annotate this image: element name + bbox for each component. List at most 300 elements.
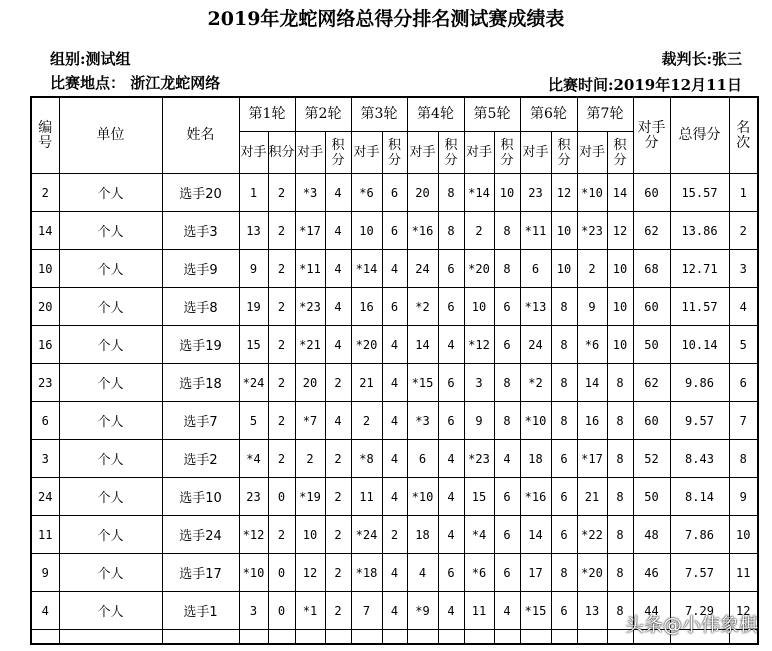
cell-opponent: *17 — [577, 440, 607, 478]
cell-name: 选手8 — [162, 288, 239, 326]
cell-score: 2 — [268, 364, 295, 402]
cell-opponent: *21 — [295, 326, 325, 364]
cell-name: 选手20 — [162, 174, 239, 212]
cell-opponent: *10 — [239, 554, 268, 592]
cell-total: 8.43 — [670, 440, 729, 478]
cell-score: 10 — [607, 288, 633, 326]
table-row — [31, 364, 758, 402]
cell-rank: 4 — [729, 288, 758, 326]
cell-score: 6 — [438, 554, 464, 592]
cell-name: 选手3 — [162, 212, 239, 250]
header-opponent: 对手 — [295, 132, 325, 174]
cell-opponent: 10 — [295, 516, 325, 554]
cell-unit: 个人 — [59, 250, 162, 288]
cell-rank: 9 — [729, 478, 758, 516]
cell-score: 4 — [382, 592, 407, 630]
cell-opponent: 2 — [577, 250, 607, 288]
cell-no: 3 — [31, 440, 59, 478]
cell-score: 8 — [607, 554, 633, 592]
cell-opponent: 9 — [239, 250, 268, 288]
cell-opponent: *16 — [407, 212, 438, 250]
header-total: 总得分 — [670, 97, 729, 174]
cell-opponent: *8 — [351, 440, 382, 478]
cell-score: 8 — [494, 212, 520, 250]
cell-score: 4 — [438, 440, 464, 478]
cell-score: 8 — [607, 516, 633, 554]
cell-score: 10 — [607, 250, 633, 288]
cell-unit: 个人 — [59, 402, 162, 440]
cell-score: 6 — [494, 288, 520, 326]
cell-score: 4 — [438, 592, 464, 630]
cell-opponent: *23 — [577, 212, 607, 250]
cell-opponent: *15 — [520, 592, 551, 630]
empty-cell — [325, 630, 351, 645]
empty-cell — [239, 630, 268, 645]
cell-unit: 个人 — [59, 288, 162, 326]
header-score: 积分 — [438, 132, 464, 174]
cell-opponent: *11 — [520, 212, 551, 250]
empty-cell — [438, 630, 464, 645]
cell-unit: 个人 — [59, 478, 162, 516]
cell-score: 6 — [494, 516, 520, 554]
cell-opponent: 21 — [351, 364, 382, 402]
cell-rank: 1 — [729, 174, 758, 212]
cell-opponent: *15 — [407, 364, 438, 402]
cell-score: 8 — [607, 592, 633, 630]
cell-name: 选手1 — [162, 592, 239, 630]
cell-score: 4 — [382, 250, 407, 288]
cell-opponent: 20 — [295, 364, 325, 402]
venue-label: 比赛地点： 浙江龙蛇网络 — [50, 74, 221, 92]
header-round: 第7轮 — [577, 97, 633, 132]
cell-unit: 个人 — [59, 554, 162, 592]
header-opponent: 对手 — [464, 132, 494, 174]
cell-name: 选手24 — [162, 516, 239, 554]
cell-opponent: *24 — [239, 364, 268, 402]
header-row — [31, 97, 758, 132]
cell-score: 2 — [325, 440, 351, 478]
cell-rank: 2 — [729, 212, 758, 250]
cell-no: 24 — [31, 478, 59, 516]
cell-no: 9 — [31, 554, 59, 592]
cell-score: 2 — [268, 212, 295, 250]
cell-opponent: 9 — [464, 402, 494, 440]
cell-opponent: 23 — [239, 478, 268, 516]
cell-score: 6 — [551, 478, 577, 516]
watermark: 头条@小伟象棋 — [624, 614, 758, 636]
cell-score: 4 — [325, 250, 351, 288]
time-label: 比赛时间:2019年12月11日 — [547, 76, 742, 94]
cell-no: 23 — [31, 364, 59, 402]
cell-opponent: 6 — [407, 440, 438, 478]
cell-no: 11 — [31, 516, 59, 554]
cell-opponent: 17 — [520, 554, 551, 592]
table-row — [31, 326, 758, 364]
cell-score: 2 — [268, 250, 295, 288]
cell-rank: 6 — [729, 364, 758, 402]
table-row — [31, 440, 758, 478]
header-round: 第4轮 — [407, 97, 464, 132]
header-round: 第3轮 — [351, 97, 407, 132]
cell-opponent: *11 — [295, 250, 325, 288]
empty-cell — [494, 630, 520, 645]
cell-opponent: 10 — [464, 288, 494, 326]
cell-rank: 10 — [729, 516, 758, 554]
header-opponent: 对手 — [239, 132, 268, 174]
empty-cell — [577, 630, 607, 645]
header-score: 积分 — [494, 132, 520, 174]
cell-opponent: 6 — [520, 250, 551, 288]
header-opponent: 对手 — [407, 132, 438, 174]
cell-opponent: 2 — [295, 440, 325, 478]
cell-rank: 5 — [729, 326, 758, 364]
cell-score: 8 — [438, 212, 464, 250]
cell-score: 6 — [551, 440, 577, 478]
cell-score: 8 — [551, 402, 577, 440]
empty-cell — [162, 630, 239, 645]
cell-opponent: 16 — [351, 288, 382, 326]
cell-rank: 3 — [729, 250, 758, 288]
cell-score: 6 — [494, 478, 520, 516]
cell-opponent: 13 — [577, 592, 607, 630]
cell-score: 6 — [382, 212, 407, 250]
cell-score: 2 — [325, 478, 351, 516]
table-row — [31, 516, 758, 554]
cell-opponent: 14 — [577, 364, 607, 402]
cell-score: 8 — [607, 440, 633, 478]
cell-score: 4 — [325, 174, 351, 212]
cell-opponent: 4 — [407, 554, 438, 592]
cell-total: 9.86 — [670, 364, 729, 402]
cell-opponent-score: 46 — [633, 554, 670, 592]
header-no: 编号 — [31, 97, 59, 174]
header-opponent: 对手 — [577, 132, 607, 174]
header-score: 积分 — [551, 132, 577, 174]
cell-opponent: 15 — [464, 478, 494, 516]
cell-total: 10.14 — [670, 326, 729, 364]
cell-opponent: 1 — [239, 174, 268, 212]
cell-score: 2 — [325, 364, 351, 402]
cell-opponent: 19 — [239, 288, 268, 326]
header-round: 第1轮 — [239, 97, 295, 132]
cell-opponent-score: 60 — [633, 174, 670, 212]
cell-score: 4 — [325, 326, 351, 364]
cell-opponent: *3 — [295, 174, 325, 212]
cell-opponent-score: 44 — [633, 592, 670, 630]
cell-score: 8 — [551, 554, 577, 592]
empty-cell — [382, 630, 407, 645]
referee-label: 裁判长:张三 — [661, 50, 742, 68]
cell-score: 2 — [325, 592, 351, 630]
cell-score: 4 — [382, 554, 407, 592]
cell-name: 选手7 — [162, 402, 239, 440]
cell-score: 4 — [382, 402, 407, 440]
cell-opponent: *23 — [464, 440, 494, 478]
cell-score: 8 — [607, 478, 633, 516]
cell-opponent-score: 52 — [633, 440, 670, 478]
cell-score: 6 — [438, 402, 464, 440]
cell-unit: 个人 — [59, 364, 162, 402]
cell-score: 8 — [494, 402, 520, 440]
cell-opponent: 11 — [351, 478, 382, 516]
cell-score: 12 — [607, 212, 633, 250]
cell-opponent-score: 60 — [633, 402, 670, 440]
cell-opponent: *14 — [464, 174, 494, 212]
cell-no: 16 — [31, 326, 59, 364]
table-row — [31, 478, 758, 516]
cell-opponent: 11 — [464, 592, 494, 630]
cell-opponent: *16 — [520, 478, 551, 516]
table-row — [31, 174, 758, 212]
cell-opponent: 5 — [239, 402, 268, 440]
cell-opponent-score: 62 — [633, 212, 670, 250]
empty-cell — [268, 630, 295, 645]
cell-score: 2 — [268, 174, 295, 212]
empty-cell — [59, 630, 162, 645]
cell-opponent: *2 — [520, 364, 551, 402]
cell-opponent: *6 — [351, 174, 382, 212]
cell-opponent: *20 — [464, 250, 494, 288]
cell-unit: 个人 — [59, 440, 162, 478]
empty-cell — [551, 630, 577, 645]
empty-cell — [407, 630, 438, 645]
cell-opponent: *2 — [407, 288, 438, 326]
header-score: 积分 — [607, 132, 633, 174]
table-row — [31, 554, 758, 592]
cell-no: 2 — [31, 174, 59, 212]
header-score: 积分 — [268, 132, 295, 174]
cell-unit: 个人 — [59, 592, 162, 630]
cell-score: 0 — [268, 478, 295, 516]
table-row — [31, 250, 758, 288]
cell-opponent-score: 60 — [633, 288, 670, 326]
header-round: 第5轮 — [464, 97, 520, 132]
cell-opponent: *3 — [407, 402, 438, 440]
cell-opponent: *4 — [464, 516, 494, 554]
cell-score: 8 — [438, 174, 464, 212]
cell-opponent: 24 — [520, 326, 551, 364]
cell-opponent: 7 — [351, 592, 382, 630]
cell-opponent: *12 — [464, 326, 494, 364]
cell-score: 12 — [551, 174, 577, 212]
cell-score: 6 — [494, 326, 520, 364]
cell-score: 4 — [382, 326, 407, 364]
cell-score: 10 — [494, 174, 520, 212]
cell-total: 11.57 — [670, 288, 729, 326]
cell-score: 6 — [382, 174, 407, 212]
cell-unit: 个人 — [59, 212, 162, 250]
cell-unit: 个人 — [59, 174, 162, 212]
cell-opponent: *4 — [239, 440, 268, 478]
cell-opponent: 14 — [407, 326, 438, 364]
results-table — [30, 96, 759, 645]
cell-opponent: 3 — [464, 364, 494, 402]
cell-opponent: 18 — [520, 440, 551, 478]
cell-score: 2 — [268, 326, 295, 364]
table-row — [31, 288, 758, 326]
cell-no: 4 — [31, 592, 59, 630]
empty-cell — [520, 630, 551, 645]
cell-score: 2 — [382, 516, 407, 554]
cell-total: 7.86 — [670, 516, 729, 554]
cell-score: 2 — [268, 288, 295, 326]
cell-opponent-score: 50 — [633, 326, 670, 364]
cell-opponent: 2 — [464, 212, 494, 250]
empty-cell — [31, 630, 59, 645]
cell-no: 10 — [31, 250, 59, 288]
cell-opponent: *6 — [577, 326, 607, 364]
cell-total: 9.57 — [670, 402, 729, 440]
empty-cell — [295, 630, 325, 645]
cell-opponent: *22 — [577, 516, 607, 554]
cell-opponent: 2 — [351, 402, 382, 440]
table-row — [31, 402, 758, 440]
cell-score: 6 — [438, 250, 464, 288]
cell-opponent: 21 — [577, 478, 607, 516]
cell-opponent: 14 — [520, 516, 551, 554]
cell-score: 2 — [268, 402, 295, 440]
cell-rank: 7 — [729, 402, 758, 440]
cell-score: 6 — [551, 516, 577, 554]
cell-no: 6 — [31, 402, 59, 440]
cell-score: 8 — [551, 364, 577, 402]
cell-opponent: *17 — [295, 212, 325, 250]
cell-score: 8 — [607, 364, 633, 402]
table-row — [31, 212, 758, 250]
cell-opponent: 16 — [577, 402, 607, 440]
cell-opponent: *10 — [407, 478, 438, 516]
cell-score: 8 — [494, 250, 520, 288]
cell-opponent: *10 — [520, 402, 551, 440]
cell-opponent: 13 — [239, 212, 268, 250]
cell-score: 10 — [607, 326, 633, 364]
header-score: 积分 — [325, 132, 351, 174]
cell-opponent: *14 — [351, 250, 382, 288]
empty-cell — [464, 630, 494, 645]
cell-opponent: *18 — [351, 554, 382, 592]
cell-score: 8 — [551, 288, 577, 326]
cell-score: 8 — [551, 326, 577, 364]
cell-score: 10 — [551, 250, 577, 288]
cell-name: 选手18 — [162, 364, 239, 402]
cell-score: 0 — [268, 554, 295, 592]
cell-opponent-score: 48 — [633, 516, 670, 554]
cell-opponent: 12 — [295, 554, 325, 592]
cell-name: 选手2 — [162, 440, 239, 478]
cell-opponent: *13 — [520, 288, 551, 326]
cell-unit: 个人 — [59, 516, 162, 554]
cell-score: 4 — [494, 440, 520, 478]
cell-name: 选手10 — [162, 478, 239, 516]
cell-opponent-score: 62 — [633, 364, 670, 402]
cell-score: 4 — [382, 364, 407, 402]
cell-total: 12.71 — [670, 250, 729, 288]
cell-score: 4 — [382, 440, 407, 478]
cell-opponent-score: 50 — [633, 478, 670, 516]
cell-score: 2 — [268, 516, 295, 554]
cell-opponent: *6 — [464, 554, 494, 592]
cell-total: 7.57 — [670, 554, 729, 592]
header-rank: 名次 — [729, 97, 758, 174]
page-title: 2019年龙蛇网络总得分排名测试赛成绩表 — [207, 8, 565, 30]
cell-rank: 11 — [729, 554, 758, 592]
cell-score: 4 — [325, 212, 351, 250]
cell-score: 14 — [607, 174, 633, 212]
cell-score: 6 — [494, 554, 520, 592]
cell-no: 14 — [31, 212, 59, 250]
cell-total: 8.14 — [670, 478, 729, 516]
header-unit: 单位 — [59, 97, 162, 174]
header-opponent: 对手 — [351, 132, 382, 174]
cell-score: 0 — [268, 592, 295, 630]
cell-rank: 12 — [729, 592, 758, 630]
cell-opponent: 24 — [407, 250, 438, 288]
cell-opponent: *20 — [351, 326, 382, 364]
cell-score: 10 — [551, 212, 577, 250]
cell-score: 8 — [607, 402, 633, 440]
cell-opponent: 9 — [577, 288, 607, 326]
cell-score: 4 — [438, 326, 464, 364]
cell-name: 选手17 — [162, 554, 239, 592]
cell-score: 6 — [438, 364, 464, 402]
cell-score: 2 — [268, 440, 295, 478]
cell-score: 4 — [382, 478, 407, 516]
cell-rank: 8 — [729, 440, 758, 478]
cell-score: 6 — [438, 288, 464, 326]
header-opponent-score: 对手分 — [633, 97, 670, 174]
cell-opponent: *10 — [577, 174, 607, 212]
cell-score: 8 — [494, 364, 520, 402]
cell-score: 4 — [438, 516, 464, 554]
cell-score: 4 — [494, 592, 520, 630]
cell-opponent: 20 — [407, 174, 438, 212]
cell-score: 4 — [438, 478, 464, 516]
header-round: 第6轮 — [520, 97, 577, 132]
cell-score: 4 — [325, 288, 351, 326]
cell-total: 7.29 — [670, 592, 729, 630]
cell-opponent: *19 — [295, 478, 325, 516]
cell-opponent: 23 — [520, 174, 551, 212]
cell-opponent-score: 68 — [633, 250, 670, 288]
cell-opponent: *23 — [295, 288, 325, 326]
cell-score: 2 — [325, 516, 351, 554]
cell-score: 6 — [551, 592, 577, 630]
cell-score: 6 — [382, 288, 407, 326]
cell-score: 4 — [325, 402, 351, 440]
cell-name: 选手19 — [162, 326, 239, 364]
cell-total: 13.86 — [670, 212, 729, 250]
group-label: 组别:测试组 — [50, 50, 131, 68]
cell-opponent: *1 — [295, 592, 325, 630]
cell-opponent: *12 — [239, 516, 268, 554]
cell-opponent: 10 — [351, 212, 382, 250]
cell-opponent: *20 — [577, 554, 607, 592]
empty-cell — [351, 630, 382, 645]
cell-opponent: *9 — [407, 592, 438, 630]
cell-opponent: 3 — [239, 592, 268, 630]
header-name: 姓名 — [162, 97, 239, 174]
cell-total: 15.57 — [670, 174, 729, 212]
cell-opponent: *7 — [295, 402, 325, 440]
cell-score: 2 — [325, 554, 351, 592]
header-opponent: 对手 — [520, 132, 551, 174]
cell-opponent: 18 — [407, 516, 438, 554]
cell-opponent: *24 — [351, 516, 382, 554]
header-score: 积分 — [382, 132, 407, 174]
cell-name: 选手9 — [162, 250, 239, 288]
header-round: 第2轮 — [295, 97, 351, 132]
cell-unit: 个人 — [59, 326, 162, 364]
